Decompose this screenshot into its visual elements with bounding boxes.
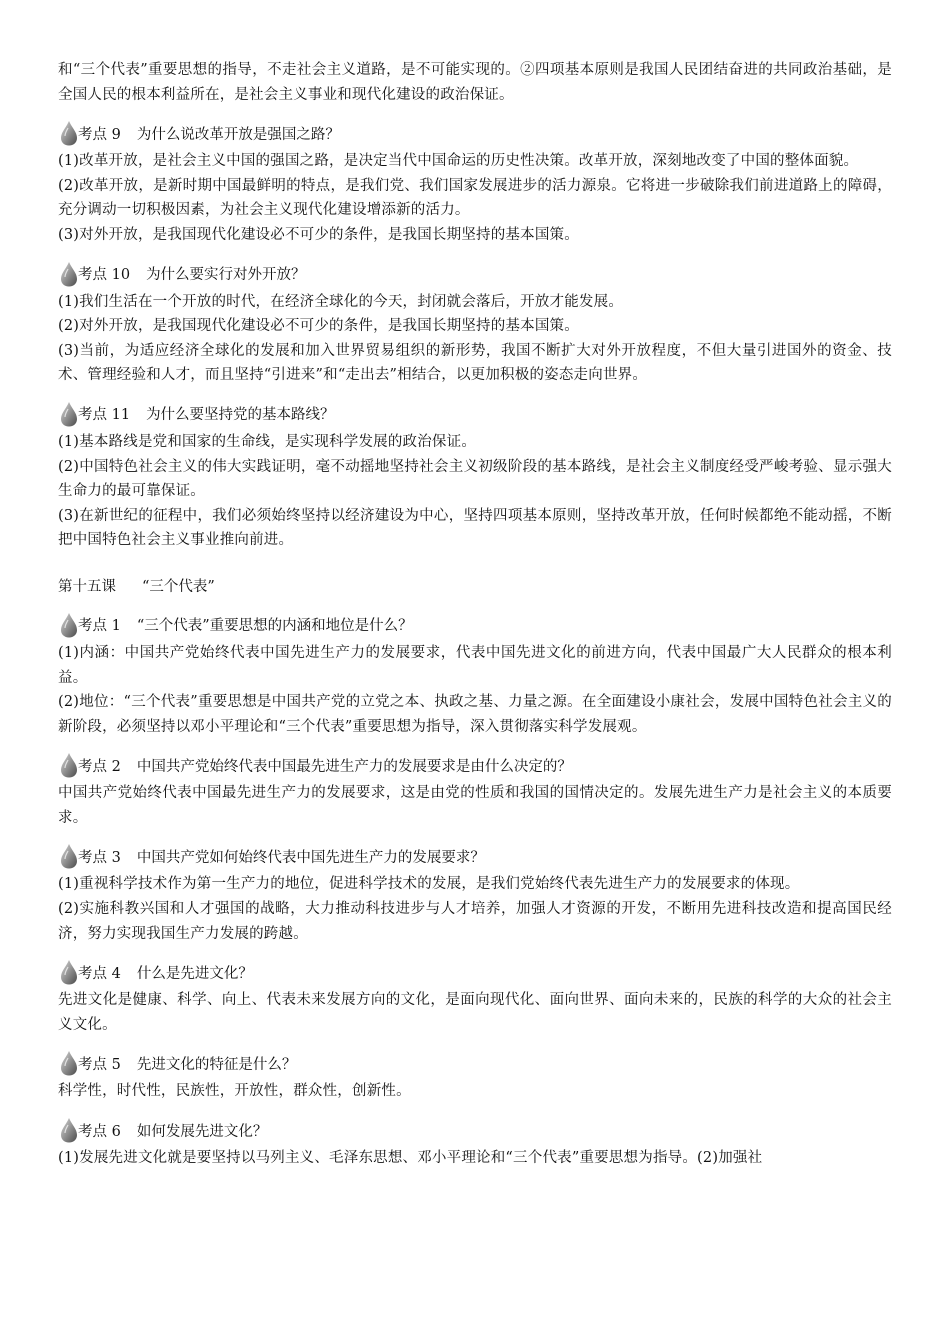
droplet-icon	[58, 120, 78, 146]
exam-point-paragraph: (1)我们生活在一个开放的时代，在经济全球化的今天，封闭就会落后，开放才能发展。	[58, 293, 624, 310]
exam-point-heading	[58, 612, 892, 638]
exam-point-paragraph: (2)地位：“三个代表”重要思想是中国共产党的立党之本、执政之基、力量之源。在全面建设小康社会，发展中国特色社会主义的新阶段，必须坚持以邓小平理论和“三个代表”重要思想为指导，深入贯彻落实科学发展观。	[58, 694, 892, 735]
exam-point	[58, 261, 892, 388]
exam-point-title: “三个代表”重要思想的内涵和地位是什么？	[136, 618, 413, 635]
exam-point-title: 为什么要实行对外开放？	[146, 267, 306, 284]
exam-point-title: 先进文化的特征是什么？	[136, 1056, 297, 1073]
exam-point-label: 考点 3	[78, 849, 121, 866]
exam-point-paragraph: (3)当前，为适应经济全球化的发展和加入世界贸易组织的新形势，我国不断扩大对外开放程度，不但大量引进国外的资金、技术、管理经验和人才，而且坚持“引进来”和“走出去”相结合，以更加积极的姿态走向世界。	[58, 342, 892, 384]
exam-point-heading	[58, 120, 892, 146]
exam-point	[58, 752, 892, 830]
exam-point-title: 为什么要坚持党的基本路线？	[146, 407, 335, 424]
exam-point-heading	[58, 752, 892, 778]
exam-point-heading	[58, 959, 892, 985]
exam-point-paragraph: 中国共产党始终代表中国最先进生产力的发展要求，这是由党的性质和我国的国情决定的。发展先进生产力是社会主义的本质要求。	[58, 785, 892, 826]
droplet-icon	[58, 401, 78, 427]
exam-point	[58, 843, 892, 946]
exam-point	[58, 1050, 892, 1104]
exam-point-paragraph: (2)改革开放，是新时期中国最鲜明的特点，是我们党、我们国家发展进步的活力源泉。它将进一步破除我们前进道路上的障碍，充分调动一切积极因素，为社会主义现代化建设增添新的活力。	[58, 177, 892, 219]
exam-point-paragraph: (1)内涵：中国共产党始终代表中国先进生产力的发展要求，代表中国先进文化的前进方向，代表中国最广大人民群众的根本利益。	[58, 644, 892, 686]
exam-point-paragraph: (1)重视科学技术作为第一生产力的地位，促进科学技术的发展，是我们党始终代表先进生产力的发展要求的体现。	[58, 876, 800, 893]
droplet-icon	[58, 752, 78, 778]
exam-point-paragraph: (2)中国特色社会主义的伟大实践证明，毫不动摇地坚持社会主义初级阶段的基本路线，是社会主义制度经受严峻考验、显示强大生命力的最可靠保证。	[58, 458, 892, 500]
exam-point-title: 什么是先进文化？	[136, 965, 253, 982]
intro-block	[58, 58, 892, 107]
droplet-icon	[58, 261, 78, 287]
exam-point-label: 考点 1	[78, 618, 121, 635]
exam-point-label: 考点 2	[78, 758, 121, 775]
droplet-icon	[58, 1050, 78, 1076]
exam-point-paragraph: 科学性，时代性，民族性，开放性，群众性，创新性。	[58, 1083, 411, 1100]
section-points-part2	[58, 612, 892, 1171]
exam-point	[58, 959, 892, 1037]
exam-point-paragraph: (3)在新世纪的征程中，我们必须始终坚持以经济建设为中心，坚持四项基本原则，坚持改革开放，任何时候都绝不能动摇，不断把中国特色社会主义事业推向前进。	[58, 507, 892, 549]
exam-point	[58, 1117, 892, 1171]
exam-point-label: 考点 6	[78, 1123, 121, 1140]
exam-point-paragraph: (1)发展先进文化就是要坚持以马列主义、毛泽东思想、邓小平理论和“三个代表”重要思想为指导。(2)加强社	[58, 1150, 763, 1167]
exam-point-paragraph: (1)基本路线是党和国家的生命线，是实现科学发展的政治保证。	[58, 433, 477, 450]
section-points-part1	[58, 120, 892, 553]
droplet-icon	[58, 843, 78, 869]
droplet-icon	[58, 959, 78, 985]
droplet-icon	[58, 612, 78, 638]
exam-point-label: 考点 10	[78, 267, 131, 284]
exam-point-label: 考点 4	[78, 965, 121, 982]
exam-point-label: 考点 9	[78, 126, 121, 143]
exam-point-paragraph: (3)对外开放，是我国现代化建设必不可少的条件，是我国长期坚持的基本国策。	[58, 226, 579, 243]
exam-point-label: 考点 5	[78, 1056, 121, 1073]
exam-point	[58, 120, 892, 247]
exam-point-heading	[58, 1050, 892, 1076]
exam-point-heading	[58, 261, 892, 287]
intro-paragraph: 和“三个代表”重要思想的指导，不走社会主义道路，是不可能实现的。②四项基本原则是我国人民团结奋进的共同政治基础，是全国人民的根本利益所在，是社会主义事业和现代化建设的政治保证。	[58, 62, 892, 103]
exam-point-title: 中国共产党如何始终代表中国先进生产力的发展要求？	[136, 849, 485, 866]
exam-point-title: 中国共产党始终代表中国最先进生产力的发展要求是由什么决定的？	[136, 758, 572, 775]
exam-point-heading	[58, 1117, 892, 1143]
exam-point-title: 如何发展先进文化？	[136, 1123, 268, 1140]
exam-point-paragraph: (1)改革开放，是社会主义中国的强国之路，是决定当代中国命运的历史性决策。改革开放，深刻地改变了中国的整体面貌。	[58, 153, 859, 170]
exam-point	[58, 401, 892, 553]
exam-point-paragraph: 先进文化是健康、科学、向上、代表未来发展方向的文化，是面向现代化、面向世界、面向未来的，民族的科学的大众的社会主义文化。	[58, 992, 892, 1033]
exam-point-paragraph: (2)对外开放，是我国现代化建设必不可少的条件，是我国长期坚持的基本国策。	[58, 318, 579, 335]
lesson-number: 第十五课	[58, 578, 116, 595]
lesson-heading	[58, 575, 892, 599]
droplet-icon	[58, 1117, 78, 1143]
exam-point-heading	[58, 843, 892, 869]
lesson-name: “三个代表”	[142, 578, 215, 595]
exam-point-heading	[58, 401, 892, 427]
exam-point-label: 考点 11	[78, 407, 131, 424]
exam-point	[58, 612, 892, 739]
exam-point-title: 为什么说改革开放是强国之路？	[136, 126, 340, 143]
exam-point-paragraph: (2)实施科教兴国和人才强国的战略，大力推动科技进步与人才培养，加强人才资源的开发，不断用先进科技改造和提高国民经济，努力实现我国生产力发展的跨越。	[58, 901, 892, 942]
